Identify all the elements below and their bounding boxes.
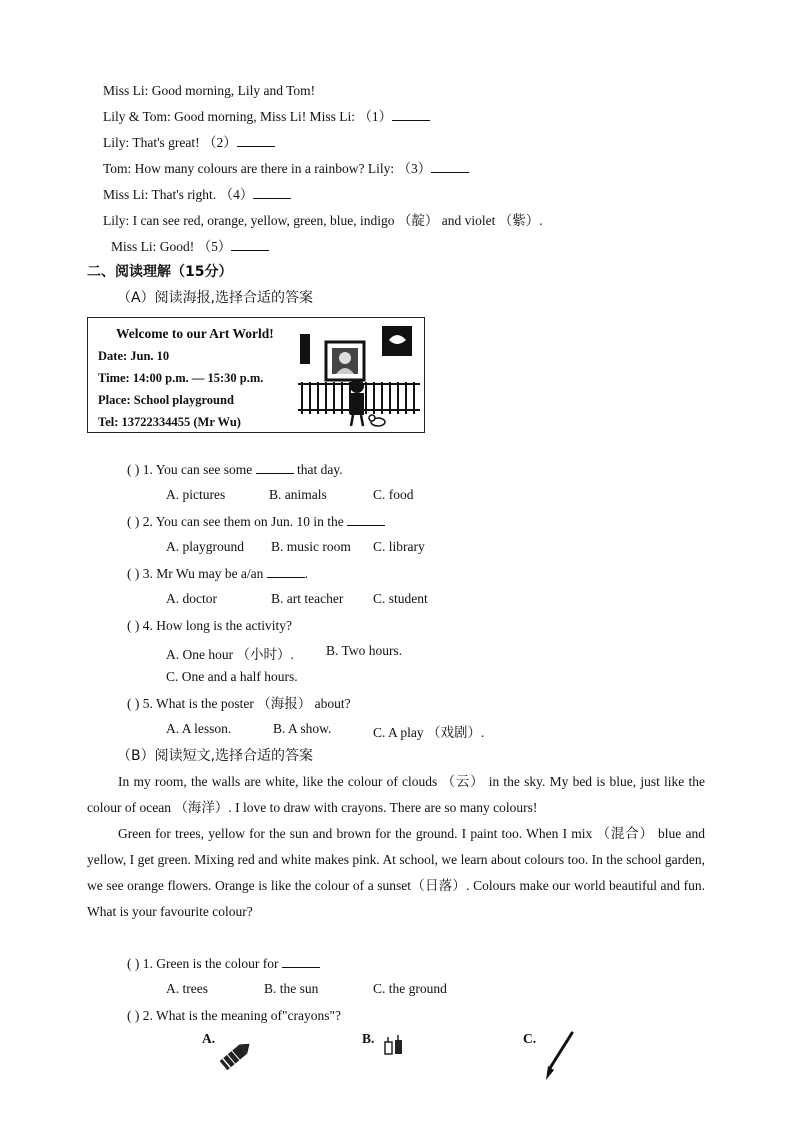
dialogue-line-5 — [103, 186, 291, 204]
part-b-question-2: ( ) 2. What is the meaning of"crayons"? — [127, 1008, 341, 1023]
option-a: A. trees — [166, 981, 208, 996]
art-poster — [87, 317, 425, 433]
answer-blank — [256, 461, 294, 474]
passage-paragraph-1: In my room, the walls are white, like the colour of clouds （云） in the sky. My bed is blue, just like the colour of ocean （海洋）. I love to draw with crayons. There are so many colours! — [87, 774, 705, 815]
option-a: A. pictures — [166, 487, 226, 502]
answer-blank — [253, 186, 291, 199]
dialogue-line-6: Lily: I can see red, orange, yellow, green, blue, indigo （靛） and violet （紫）. — [103, 213, 543, 228]
option-a: A. doctor — [166, 591, 217, 606]
option-b-label: B. — [362, 1031, 375, 1046]
dialogue-line-2 — [103, 108, 430, 126]
question-text: ( ) 2. You can see them on Jun. 10 in the — [127, 514, 344, 529]
option-c: C. A play （戏剧）. — [373, 725, 485, 740]
poster-tel: Tel: 13722334455 (Mr Wu) — [98, 415, 241, 429]
question-text: ( ) 3. Mr Wu may be a/an — [127, 566, 264, 581]
part-a-question-2 — [127, 513, 385, 531]
answer-blank — [267, 565, 305, 578]
poster-title: Welcome to our Art World! — [116, 326, 274, 341]
option-a-label: A. — [202, 1031, 216, 1046]
dialogue-text: Miss Li: Good! （5） — [111, 239, 232, 254]
dialogue-line-7 — [111, 238, 269, 256]
option-a: A. A lesson. — [166, 721, 232, 736]
option-c: C. the ground — [373, 981, 447, 996]
dialogue-text: Tom: How many colours are there in a rainbow? Lily: （3） — [103, 161, 432, 176]
answer-blank — [231, 238, 269, 251]
dialogue-text: Lily: That's great! （2） — [103, 135, 237, 150]
part-a-title: （A）阅读海报,选择合适的答案 — [117, 290, 314, 306]
paintbrush-icon — [540, 1030, 576, 1082]
option-a: A. playground — [166, 539, 244, 554]
poster-date: Date: Jun. 10 — [98, 349, 170, 363]
option-b: B. A show. — [273, 721, 332, 736]
part-a-question-1 — [127, 461, 343, 479]
part-a-question-3 — [127, 565, 308, 583]
poster-illustration — [296, 322, 424, 432]
answer-blank — [392, 108, 430, 121]
dialogue-line-1: Miss Li: Good morning, Lily and Tom! — [103, 83, 316, 98]
option-b: B. art teacher — [271, 591, 344, 606]
answer-blank — [431, 160, 469, 173]
question-tail: that day. — [296, 462, 343, 477]
part-a-question-4: ( ) 4. How long is the activity? — [127, 618, 292, 633]
paint-tubes-icon — [382, 1034, 408, 1058]
part-b-passage — [87, 769, 705, 925]
question-text: ( ) 1. You can see some — [127, 462, 253, 477]
section-heading: 二、阅读理解（15分） — [87, 264, 233, 280]
option-b: B. music room — [271, 539, 351, 554]
option-c-label: C. — [523, 1031, 537, 1046]
part-a-question-5: ( ) 5. What is the poster （海报） about? — [127, 696, 351, 711]
passage-paragraph-2: Green for trees, yellow for the sun and brown for the ground. I paint too. When I mix （混合） blue and yellow, I get green. Mixing red and white makes pink. At school, we learn about colours too. In the school garden, we see orange flowers. Orange is like the colour of a sunset（日落）. Colours make our world beautiful and fun. What is your favourite colour? — [87, 826, 705, 919]
crayon-icon — [214, 1036, 256, 1076]
part-b-title: （B）阅读短文,选择合适的答案 — [117, 748, 314, 764]
option-b: B. Two hours. — [326, 643, 403, 658]
answer-blank — [282, 955, 320, 968]
question-text: ( ) 1. Green is the colour for — [127, 956, 279, 971]
dialogue-text: Miss Li: That's right. （4） — [103, 187, 254, 202]
option-c: C. food — [373, 487, 414, 502]
answer-blank — [237, 134, 275, 147]
option-b: B. the sun — [264, 981, 319, 996]
poster-time: Time: 14:00 p.m. — 15:30 p.m. — [98, 371, 264, 385]
poster-place: Place: School playground — [98, 393, 234, 407]
part-b-question-1 — [127, 955, 320, 973]
option-a: A. One hour （小时）. — [166, 647, 294, 662]
option-c: C. library — [373, 539, 425, 554]
option-c: C. One and a half hours. — [166, 669, 298, 684]
option-b: B. animals — [269, 487, 327, 502]
option-c: C. student — [373, 591, 428, 606]
answer-blank — [347, 513, 385, 526]
dialogue-line-3 — [103, 134, 275, 152]
dialogue-line-4 — [103, 160, 469, 178]
dialogue-text: Lily & Tom: Good morning, Miss Li! Miss Li: （1） — [103, 109, 393, 124]
question-tail: . — [304, 566, 309, 581]
